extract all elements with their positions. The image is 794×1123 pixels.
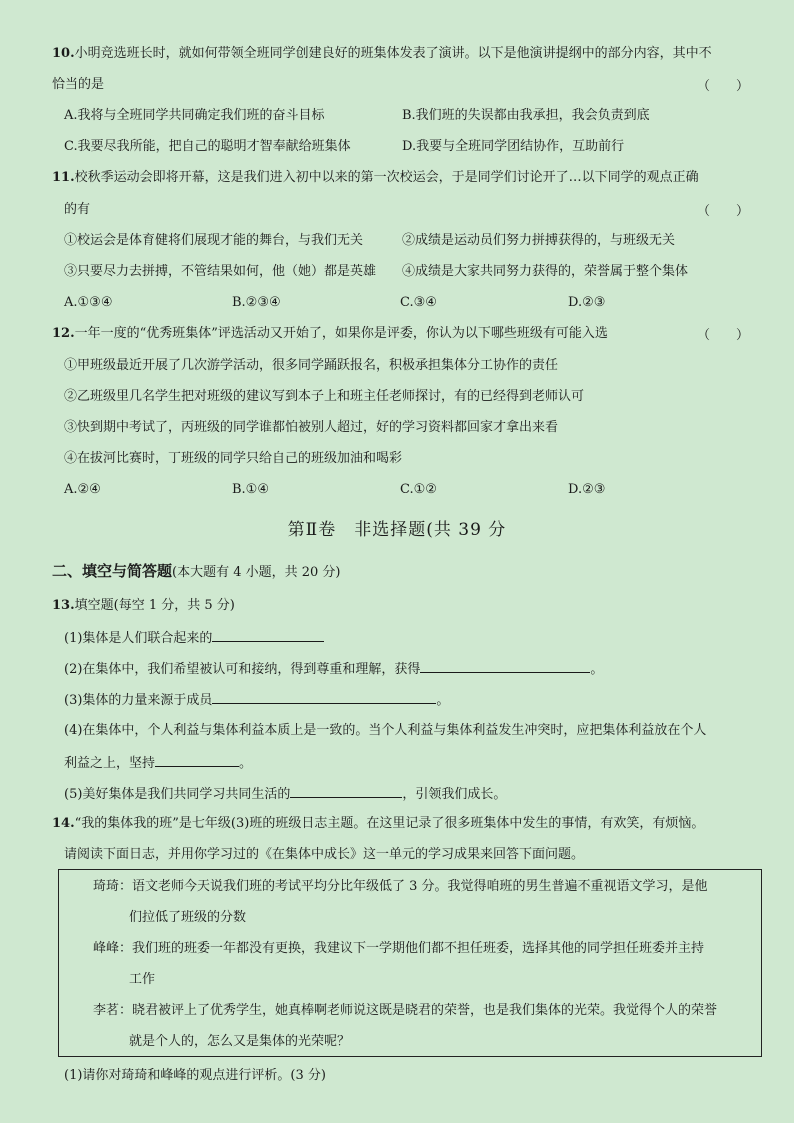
q10-option-b: B.我们班的失误都由我承担，我会负责到底 — [402, 108, 650, 123]
q13-item-4-line1: (4)在集体中，个人利益与集体利益本质上是一致的。当个人利益与集体利益发生冲突时，应把集体利益放在个人 — [64, 723, 707, 738]
diary-box — [58, 869, 762, 1057]
q12-statement-4: ④在拔河比赛时，丁班级的同学只给自己的班级加油和喝彩 — [64, 451, 403, 466]
diary-name-qiqi: 琦琦： — [93, 879, 133, 894]
q12-option-c: C.①② — [400, 482, 437, 497]
diary-name-liming: 李茗： — [93, 1003, 133, 1018]
answer-blank[interactable] — [212, 627, 324, 642]
q12-stem: 12.一年一度的“优秀班集体”评选活动又开始了，如果你是评委，你认为以下哪些班级有可能入选 — [52, 326, 608, 341]
q11-option-b: B.②③④ — [232, 295, 281, 310]
q10-option-a: A.我将与全班同学共同确定我们班的奋斗目标 — [64, 108, 325, 123]
q12-answer-paren: （ ） — [697, 328, 750, 343]
diary-name-fengfeng: 峰峰： — [93, 941, 133, 956]
q11-statement-2: ②成绩是运动员们努力拼搏获得的，与班级无关 — [402, 233, 676, 248]
q11-statement-4: ④成绩是大家共同努力获得的，荣誉属于整个集体 — [402, 264, 689, 279]
q12-option-a: A.②④ — [64, 482, 101, 497]
q13-item-5: (5)美好集体是我们共同学习共同生活的 ，引领我们成长。 — [64, 783, 506, 805]
q11-statement-1: ①校运会是体育健将们展现才能的舞台，与我们无关 — [64, 233, 364, 248]
q10-answer-paren: （ ） — [697, 79, 750, 94]
answer-blank[interactable] — [212, 689, 436, 704]
q13-item-2: (2)在集体中，我们希望被认可和接纳，得到尊重和理解，获得 。 — [64, 658, 603, 680]
q10-stem-line2: 恰当的是 — [52, 77, 105, 92]
part2-title: 第Ⅱ卷 非选择题(共 39 分 — [287, 520, 507, 540]
diary-text-qiqi-line1: 语文老师今天说我们班的考试平均分比年级低了 3 分。我觉得咱班的男生普遍不重视语文学习，是他 — [132, 879, 708, 894]
q12-option-d: D.②③ — [568, 482, 606, 497]
diary-text-fengfeng-line1: 我们班的班委一年都没有更换，我建议下一学期他们都不担任班委，选择其他的同学担任班委并主持 — [132, 941, 705, 956]
q10-option-c: C.我要尽我所能，把自己的聪明才智奉献给班集体 — [64, 139, 351, 154]
q13-title: 13.填空题(每空 1 分，共 5 分) — [52, 598, 235, 613]
diary-text-qiqi-line2: 们拉低了班级的分数 — [129, 910, 247, 925]
section2-heading: 二、填空与简答题(本大题有 4 小题，共 20 分) — [52, 562, 341, 580]
q12-statement-3: ③快到期中考试了，丙班级的同学谁都怕被别人超过，好的学习资料都回家才拿出来看 — [64, 420, 559, 435]
q13-number: 13. — [52, 598, 75, 613]
q14-stem-line2: 请阅读下面日志，并用你学习过的《在集体中成长》这一单元的学习成果来回答下面问题。 — [64, 847, 585, 862]
q12-option-b: B.①④ — [232, 482, 269, 497]
q13-item-4-line2: 利益之上，坚持 。 — [64, 752, 252, 774]
q10-stem-line1: 10.小明竞选班长时，就如何带领全班同学创建良好的班集体发表了演讲。以下是他演讲提纲中的部分内容，其中不 — [52, 46, 712, 61]
q14-stem-line1: 14.“我的集体我的班”是七年级(3)班的班级日志主题。在这里记录了很多班集体中发生的事情，有欢笑，有烦恼。 — [52, 816, 705, 831]
q11-statement-3: ③只要尽力去拼搏，不管结果如何，他（她）都是英雄 — [64, 264, 377, 279]
diary-text-liming-line1: 晓君被评上了优秀学生，她真棒啊老师说这既是晓君的荣誉，也是我们集体的光荣。我觉得个人的荣誉 — [132, 1003, 718, 1018]
q10-number: 10. — [52, 46, 75, 61]
answer-blank[interactable] — [290, 783, 402, 798]
diary-text-liming-line2: 就是个人的，怎么又是集体的光荣呢？ — [129, 1034, 351, 1049]
answer-blank[interactable] — [420, 658, 590, 673]
q13-item-3: (3)集体的力量来源于成员 。 — [64, 689, 449, 711]
q14-sub-question-1: (1)请你对琦琦和峰峰的观点进行评析。(3 分) — [64, 1068, 326, 1083]
q13-item-1: (1)集体是人们联合起来的 — [64, 627, 324, 649]
q11-option-a: A.①③④ — [64, 295, 113, 310]
q11-stem-line1: 11.校秋季运动会即将开幕，这是我们进入初中以来的第一次校运会，于是同学们讨论开了…以下同学的观点正确 — [52, 170, 699, 185]
section2-note: (本大题有 4 小题，共 20 分) — [172, 565, 341, 580]
q12-statement-1: ①甲班级最近开展了几次游学活动，很多同学踊跃报名，积极承担集体分工协作的责任 — [64, 358, 559, 373]
q11-option-d: D.②③ — [568, 295, 606, 310]
q11-number: 11. — [52, 170, 75, 185]
q12-statement-2: ②乙班级里几名学生把对班级的建议写到本子上和班主任老师探讨，有的已经得到老师认可 — [64, 389, 585, 404]
q12-number: 12. — [52, 326, 75, 341]
q11-answer-paren: （ ） — [697, 204, 750, 219]
answer-blank[interactable] — [155, 752, 239, 767]
q11-option-c: C.③④ — [400, 295, 437, 310]
diary-text-fengfeng-line2: 工作 — [129, 972, 156, 987]
q11-stem-line2: 的有 — [64, 202, 91, 217]
q10-option-d: D.我要与全班同学团结协作，互助前行 — [402, 139, 625, 154]
q14-number: 14. — [52, 816, 75, 831]
